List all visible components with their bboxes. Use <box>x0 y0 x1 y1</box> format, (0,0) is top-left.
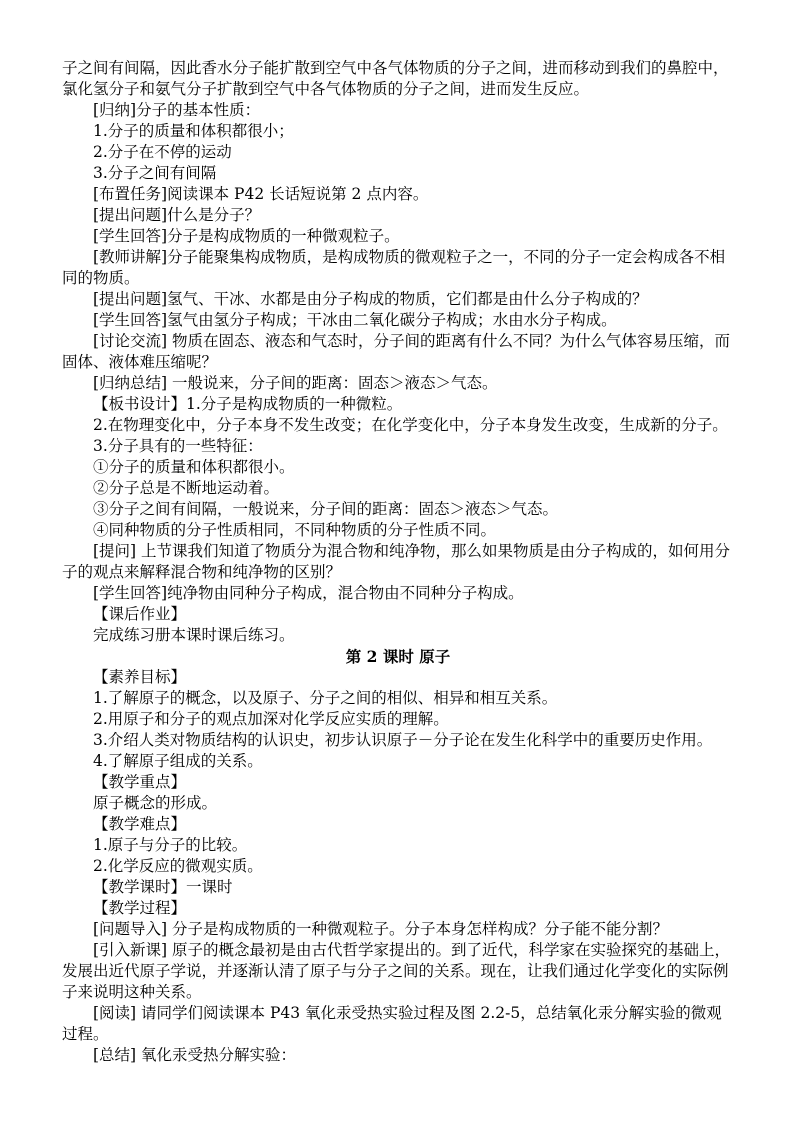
paragraph: 原子概念的形成。 <box>93 794 218 812</box>
paragraph: [问题导入] 分子是构成物质的一种微观粒子。分子本身怎样构成？分子能不能分割？ <box>93 920 669 938</box>
list-item: ③分子之间有间隔，一般说来，分子间的距离：固态＞液态＞气态。 <box>93 500 559 518</box>
section-heading: 【教学过程】 <box>93 899 187 917</box>
list-item: 1.原子与分子的比较。 <box>93 836 248 854</box>
section-heading: 【教学难点】 <box>93 815 187 833</box>
list-item: ①分子的质量和体积都很小。 <box>93 458 295 476</box>
paragraph: [学生回答]分子是构成物质的一种微观粒子。 <box>93 227 400 245</box>
paragraph: [学生回答]氢气由氢分子构成；干冰由二氧化碳分子构成；水由水分子构成。 <box>93 311 617 329</box>
paragraph: [讨论交流] 物质在固态、液态和气态时，分子间的距离有什么不同？为什么气体容易压缩，而固体、液体难压缩呢？ <box>62 332 731 371</box>
paragraph: [引入新课] 原子的概念最初是由古代哲学家提出的。到了近代，科学家在实验探究的基础上，发展出近代原子学说，并逐渐认清了原子与分子之间的关系。现在，让我们通过化学变化的实际例子来说明这种关系。 <box>62 941 731 1001</box>
paragraph: [总结] 氧化汞受热分解实验： <box>93 1046 297 1064</box>
paragraph: 完成练习册本课时课后练习。 <box>93 626 295 644</box>
paragraph: [提问] 上节课我们知道了物质分为混合物和纯净物，那么如果物质是由分子构成的，如何用分子的观点来解释混合物和纯净物的区别？ <box>62 542 731 581</box>
list-item: 2.用原子和分子的观点加深对化学反应实质的理解。 <box>93 710 449 728</box>
list-item: 2.在物理变化中，分子本身不发生改变；在化学变化中，分子本身发生改变，生成新的分子。 <box>93 416 728 434</box>
section-heading: 【素养目标】 <box>93 668 187 686</box>
list-item: 3.分子之间有间隔 <box>93 164 217 182</box>
paragraph: [教师讲解]分子能聚集构成物质，是构成物质的微观粒子之一，不同的分子一定会构成各不相同的物质。 <box>62 248 726 287</box>
list-item: 2.化学反应的微观实质。 <box>93 857 263 875</box>
paragraph: [学生回答]纯净物由同种分子构成，混合物由不同种分子构成。 <box>93 584 524 602</box>
paragraph: 子之间有间隔，因此香水分子能扩散到空气中各气体物质的分子之间，进而移动到我们的鼻腔中，氯化氢分子和氨气分子扩散到空气中各气体物质的分子之间，进而发生反应。 <box>62 59 729 98</box>
list-item: 1.分子的质量和体积都很小； <box>93 122 294 140</box>
paragraph: [阅读] 请同学们阅读课本 P43 氧化汞受热实验过程及图 2.2-5，总结氧化汞分解实验的微观过程。 <box>62 1004 722 1043</box>
document-page <box>62 58 734 1066</box>
section-heading: 【教学重点】 <box>93 773 187 791</box>
paragraph: [归纳总结] 一般说来，分子间的距离：固态＞液态＞气态。 <box>93 374 498 392</box>
list-item: 3.介绍人类对物质结构的认识史，初步认识原子－分子论在发生化科学中的重要历史作用。 <box>93 731 713 749</box>
list-item: 3.分子具有的一些特征： <box>93 437 263 455</box>
section-heading: 【教学课时】一课时 <box>93 878 233 896</box>
paragraph: [归纳]分子的基本性质： <box>93 101 261 119</box>
list-item: 1.了解原子的概念，以及原子、分子之间的相似、相异和相互关系。 <box>93 689 558 707</box>
list-item: ②分子总是不断地运动着。 <box>93 479 280 497</box>
section-heading: 【课后作业】 <box>93 605 187 623</box>
lesson-title: 第 2 课时 原子 <box>345 647 451 666</box>
paragraph: [提出问题]什么是分子？ <box>93 206 261 224</box>
list-item: 2.分子在不停的运动 <box>93 143 232 161</box>
list-item: ④同种物质的分子性质相同，不同种物质的分子性质不同。 <box>93 521 497 539</box>
paragraph: [提出问题]氢气、干冰、水都是由分子构成的物质，它们都是由什么分子构成的？ <box>93 290 648 308</box>
paragraph: 【板书设计】1.分子是构成物质的一种微粒。 <box>93 395 403 413</box>
list-item: 4.了解原子组成的关系。 <box>93 752 263 770</box>
paragraph: [布置任务]阅读课本 P42 长话短说第 2 点内容。 <box>93 185 429 203</box>
